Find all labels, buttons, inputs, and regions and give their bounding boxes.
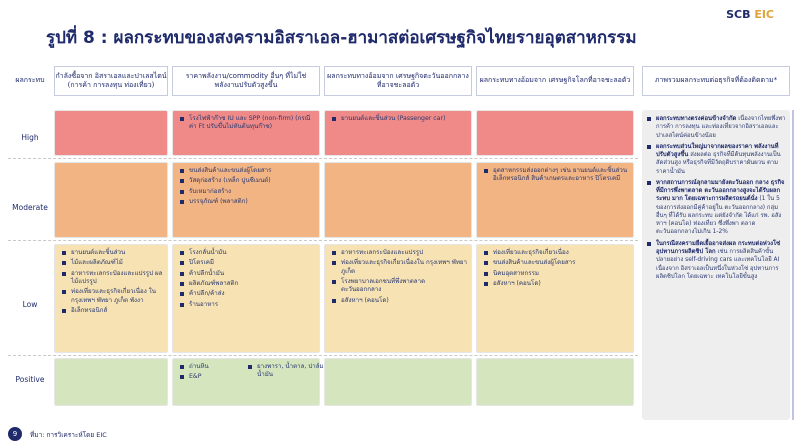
row-label-high: High [21, 133, 39, 142]
list-item: อสังหาฯ (คอนโด) [341, 297, 467, 305]
row-divider [8, 240, 638, 241]
list-item: ยานยนต์และชิ้นส่วน [71, 249, 163, 257]
cell-moderate-col4 [476, 162, 634, 238]
list-item: ท่องเที่ยวและธุรกิจเกี่ยวเนื่อง [493, 249, 629, 257]
list-item: ท่องเที่ยวและธุรกิจเกี่ยวเนื่อง ในกรุงเทพฯ พัทยา ภูเก็ต พังงา [71, 288, 163, 305]
summary-text: เนื่องจากไทยพึ่งพาการค้า การลงทุน และท่องเที่ยวจากอิสราเอลและ ปาเลสไตน์ค่อนข้างน้อย [656, 116, 786, 139]
cell-positive-col3 [324, 358, 472, 406]
list-item: ค้าปลีก/ค้าส่ง [189, 290, 315, 298]
header-col1: กำลังซื้อจาก อิสราเอลและปาเลสไตน์ (การค้า การลงทุน ท่องเที่ยว) [54, 66, 168, 96]
cell-low-col3 [324, 244, 472, 353]
cell-high-col1 [54, 110, 168, 156]
cell-high-col2 [172, 110, 320, 156]
panel-accent-line [792, 110, 794, 420]
list-item: อาหารทะเลกระป๋องและแปรรูป ผลไม้แปรรูป [71, 269, 163, 286]
summary-bold: ผลกระทบทางตรงค่อนข้างจำกัด [656, 116, 737, 122]
summary-text: ส่งผลต่อ ธุรกิจที่มีต้นทุนพลังงานเป็นสัดส่วนสูง หรือธุรกิจที่มีวัตถุดิบราคาผันผวน ตามราคาน้ำมัน [656, 152, 781, 175]
logo-text: SCB [726, 8, 751, 21]
list-item: อิเล็กทรอนิกส์ [71, 307, 163, 315]
cell-high-col3 [324, 110, 472, 156]
summary-text: (1 ใน 5 ของการส่งออกมีคู่ค้าอยู่ใน ตะวันออกกลาง) กลุ่มอื่นๆ ที่ได้รับ ผลกระทบ แต่ยังจำกัด ได้แก่ รพ. อสังหาฯ (คอนโด) ท่องเที่ยว ซึ่งพึ่งพา ตลาดตะวันออกกลางไม่เกิน 1-2% [656, 196, 782, 236]
source-note: ที่มา: การวิเคราะห์โดย EIC [30, 431, 107, 439]
cell-positive-col4 [476, 358, 634, 406]
header-col2: ราคาพลังงาน/commodity อื่นๆ ที่ไม่ใช่ พลังงานปรับตัวสูงขึ้น [172, 66, 320, 96]
summary-item [656, 179, 786, 237]
summary-bold: ในกรณีสงครามยืดเยื้ออาจส่งผล กระทบต่อห่วงโซ่อุปทานการผลิตชิป โลก [656, 240, 781, 255]
page-number: 9 [8, 427, 22, 441]
list-item: ขนส่งสินค้าและขนส่งผู้โดยสาร [189, 167, 315, 175]
summary-item [656, 240, 786, 281]
list-item: ยานยนต์และชิ้นส่วน (Passenger car) [341, 115, 467, 123]
header-col3: ผลกระทบทางอ้อมจาก เศรษฐกิจตะวันออกกลางที่อาจชะลอตัว [324, 66, 472, 96]
list-item: วัสดุก่อสร้าง (เหล็ก ปูนซีเมนต์) [189, 177, 315, 185]
list-item: อาหารทะเลกระป๋องและแปรรูป [341, 249, 467, 257]
list-item: โรงไฟฟ้าก๊าซ IU และ SPP (non-firm) (กรณีค่า Ft ปรับขึ้นไม่ทันต้นทุนก๊าซ) [189, 115, 315, 132]
row-label-positive: Positive [15, 375, 45, 384]
summary-item [656, 143, 786, 176]
list-item: ร้านอาหาร [189, 301, 315, 309]
row-divider [8, 158, 638, 159]
list-item: นิคมอุตสาหกรรม [493, 270, 629, 278]
list-item: E&P [189, 373, 259, 381]
cell-low-col1 [54, 244, 168, 353]
list-item: โรงพยาบาลเอกชนที่พึ่งพาตลาด ตะวันออกกลาง [341, 278, 467, 295]
brand-logo [726, 8, 774, 21]
row-divider [8, 355, 638, 356]
list-item: ยางพารา, น้ำตาล, ปาล์มน้ำมัน [257, 363, 335, 380]
cell-high-col4 [476, 110, 634, 156]
list-item: โรงกลั่นน้ำมัน [189, 249, 315, 257]
list-item: ไม้และผลิตภัณฑ์ไม้ [71, 259, 163, 267]
summary-item [656, 115, 786, 140]
header-col4: ผลกระทบทางอ้อมจาก เศรษฐกิจโลกที่อาจชะลอตัว [476, 66, 634, 96]
summary-bold: หากสถานการณ์ลุกลามมายังตะวันออก กลาง ธุรกิจที่มีการพึ่งพาตลาด ตะวันออกกลางสูงจะได้รับผลกระทบ มาก โดยเฉพาะการผลิตรถยนต์นั่ง [656, 179, 785, 203]
page-title: รูปที่ 8 : ผลกระทบของสงครามอิสราเอล-ฮามาสต่อเศรษฐกิจไทยรายอุตสาหกรรม [46, 28, 637, 48]
cell-moderate-col2 [172, 162, 320, 238]
row-label-low: Low [22, 300, 38, 309]
summary-panel [642, 110, 790, 420]
list-item: ขนส่งสินค้าและขนส่งผู้โดยสาร [493, 259, 629, 267]
list-item: ถ่านหิน [189, 363, 259, 371]
cell-positive-col2 [172, 358, 324, 406]
logo-accent: EIC [754, 8, 774, 21]
header-impact: ผลกระทบ [8, 66, 52, 96]
summary-text: เช่น การผลิตสินค้าขั้นปลายอย่าง self-driving cars และเทคโนโลยี AI เนื่องจาก อิสราเอลเป็นหนึ่งในห่วงโซ่ อุปทานการผลิตชิปโลก โดยเฉพาะ เทคโนโลยีขั้นสูง [656, 248, 780, 280]
cell-positive-col1 [54, 358, 168, 406]
list-item: รับเหมาก่อสร้าง [189, 188, 315, 196]
header-col5: ภาพรวมผลกระทบต่อธุรกิจที่ต้องติดตาม* [642, 66, 790, 96]
list-item: ผลิตภัณฑ์พลาสติก [189, 280, 315, 288]
row-label-moderate: Moderate [12, 203, 48, 212]
summary-bold: ผลกระทบส่วนใหญ่มาจากผลของราคา พลังงานที่ปรับตัวสูงขึ้น [656, 143, 779, 159]
cell-low-col4 [476, 244, 634, 353]
list-item: อสังหาฯ (คอนโด) [493, 280, 629, 288]
cell-moderate-col1 [54, 162, 168, 238]
cell-moderate-col3 [324, 162, 472, 238]
list-item: อุตสาหกรรมส่งออกต่างๆ เช่น ยานยนต์และชิ้นส่วน อิเล็กทรอนิกส์ สินค้าเกษตรและอาหาร ปิโตรเคมี [493, 167, 628, 183]
list-item: ท่องเที่ยวและธุรกิจเกี่ยวเนื่องใน กรุงเทพฯ พัทยา ภูเก็ต [341, 259, 468, 275]
cell-low-col2 [172, 244, 320, 353]
list-item: บรรจุภัณฑ์ (พลาสติก) [189, 198, 315, 206]
list-item: ค้าปลีกน้ำมัน [189, 270, 315, 278]
list-item: ปิโตรเคมี [189, 259, 315, 267]
